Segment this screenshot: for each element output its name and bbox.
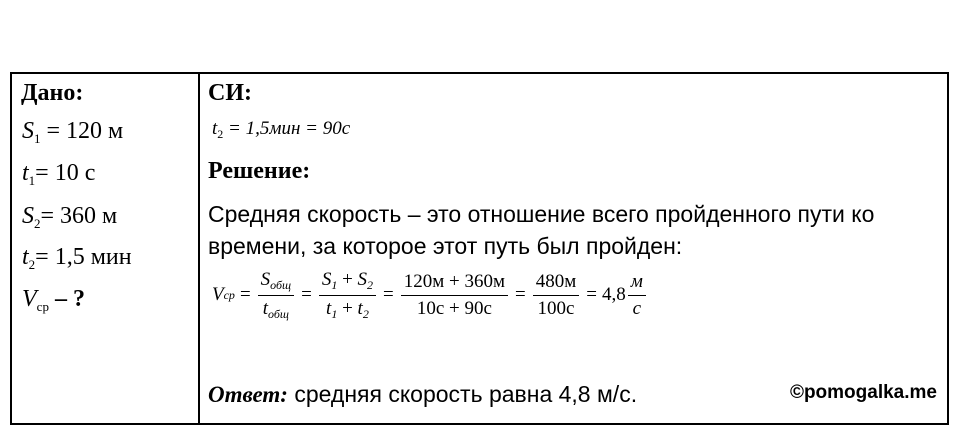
denominator: 100с xyxy=(537,297,575,319)
value: = 360 м xyxy=(40,203,118,229)
symbol: S xyxy=(22,118,34,144)
subscript: 2 xyxy=(34,216,41,231)
den-b: t xyxy=(357,297,363,319)
equals-sign: = xyxy=(301,284,312,305)
given-item-t1 xyxy=(22,160,95,189)
plus-sign: + xyxy=(337,297,358,319)
fraction-unit xyxy=(628,271,646,320)
num-a-sub: 1 xyxy=(331,277,338,292)
answer-text: средняя скорость равна 4,8 м/с. xyxy=(287,381,638,407)
formula-v: V xyxy=(212,284,224,305)
numerator: 120м + 360м xyxy=(401,271,508,296)
formula xyxy=(212,260,648,330)
equals-sign: = xyxy=(239,284,251,305)
fraction-general xyxy=(258,269,294,322)
numerator: 480м xyxy=(533,271,580,296)
watermark: ©pomogalka.me xyxy=(789,382,937,403)
unit-denominator: с xyxy=(632,297,642,319)
unit-numerator: м xyxy=(628,271,646,296)
column-divider xyxy=(198,74,200,423)
si-title: СИ: xyxy=(208,80,252,106)
given-title: Дано: xyxy=(21,80,84,106)
si-equation xyxy=(212,118,350,142)
solution-table xyxy=(10,72,949,425)
given-item-s1 xyxy=(22,118,123,147)
given-item-t2 xyxy=(22,244,132,273)
solution-text: Средняя скорость – это отношение всего пройденного пути ко времени, за которое этот путь был пройден: xyxy=(208,201,875,259)
given-item-s2 xyxy=(22,203,117,232)
subscript: 1 xyxy=(28,173,36,188)
symbol: V xyxy=(22,286,37,312)
subscript: 2 xyxy=(217,127,224,141)
num-symbol: S xyxy=(260,268,271,290)
fraction-values xyxy=(401,271,508,320)
den-b-sub: 2 xyxy=(362,306,369,321)
symbol: t xyxy=(22,160,29,186)
num-sub: общ xyxy=(270,277,292,292)
den-sub: общ xyxy=(268,306,289,321)
solution-column xyxy=(208,74,947,423)
numerator xyxy=(258,269,294,296)
symbol: S xyxy=(22,203,34,229)
value: = 1,5 мин xyxy=(35,244,132,270)
symbol: t xyxy=(22,244,29,270)
num-b: S xyxy=(357,268,368,290)
denominator xyxy=(260,296,292,322)
equals-sign: = xyxy=(515,284,526,305)
num-a: S xyxy=(321,268,332,290)
symbol: t xyxy=(212,118,218,139)
subscript: 1 xyxy=(34,131,41,146)
plus-sign: + xyxy=(337,268,358,290)
subscript: 2 xyxy=(28,257,36,272)
numerator xyxy=(319,269,376,296)
solution-title: Решение: xyxy=(208,158,311,184)
denominator xyxy=(323,296,372,322)
den-a-sub: 1 xyxy=(331,306,338,321)
formula-v-sub: ср xyxy=(223,287,235,302)
equals-sign: = xyxy=(586,284,597,305)
equals-sign: = xyxy=(383,284,394,305)
value: – ? xyxy=(48,286,85,312)
fraction-sums xyxy=(319,269,376,322)
result-value: 4,8 xyxy=(601,284,626,305)
given-item-vcp xyxy=(22,286,85,315)
given-column xyxy=(12,74,198,423)
value: = 120 м xyxy=(40,118,124,144)
den-a: t xyxy=(326,297,332,319)
value: = 1,5мин = 90с xyxy=(223,118,351,139)
denominator: 10с + 90с xyxy=(416,297,492,319)
answer xyxy=(208,381,637,408)
answer-label: Ответ: xyxy=(208,382,288,407)
subscript: ср xyxy=(36,299,49,314)
fraction-totals xyxy=(533,271,580,320)
num-b-sub: 2 xyxy=(367,277,374,292)
den-symbol: t xyxy=(262,297,269,319)
value: = 10 с xyxy=(35,160,96,186)
